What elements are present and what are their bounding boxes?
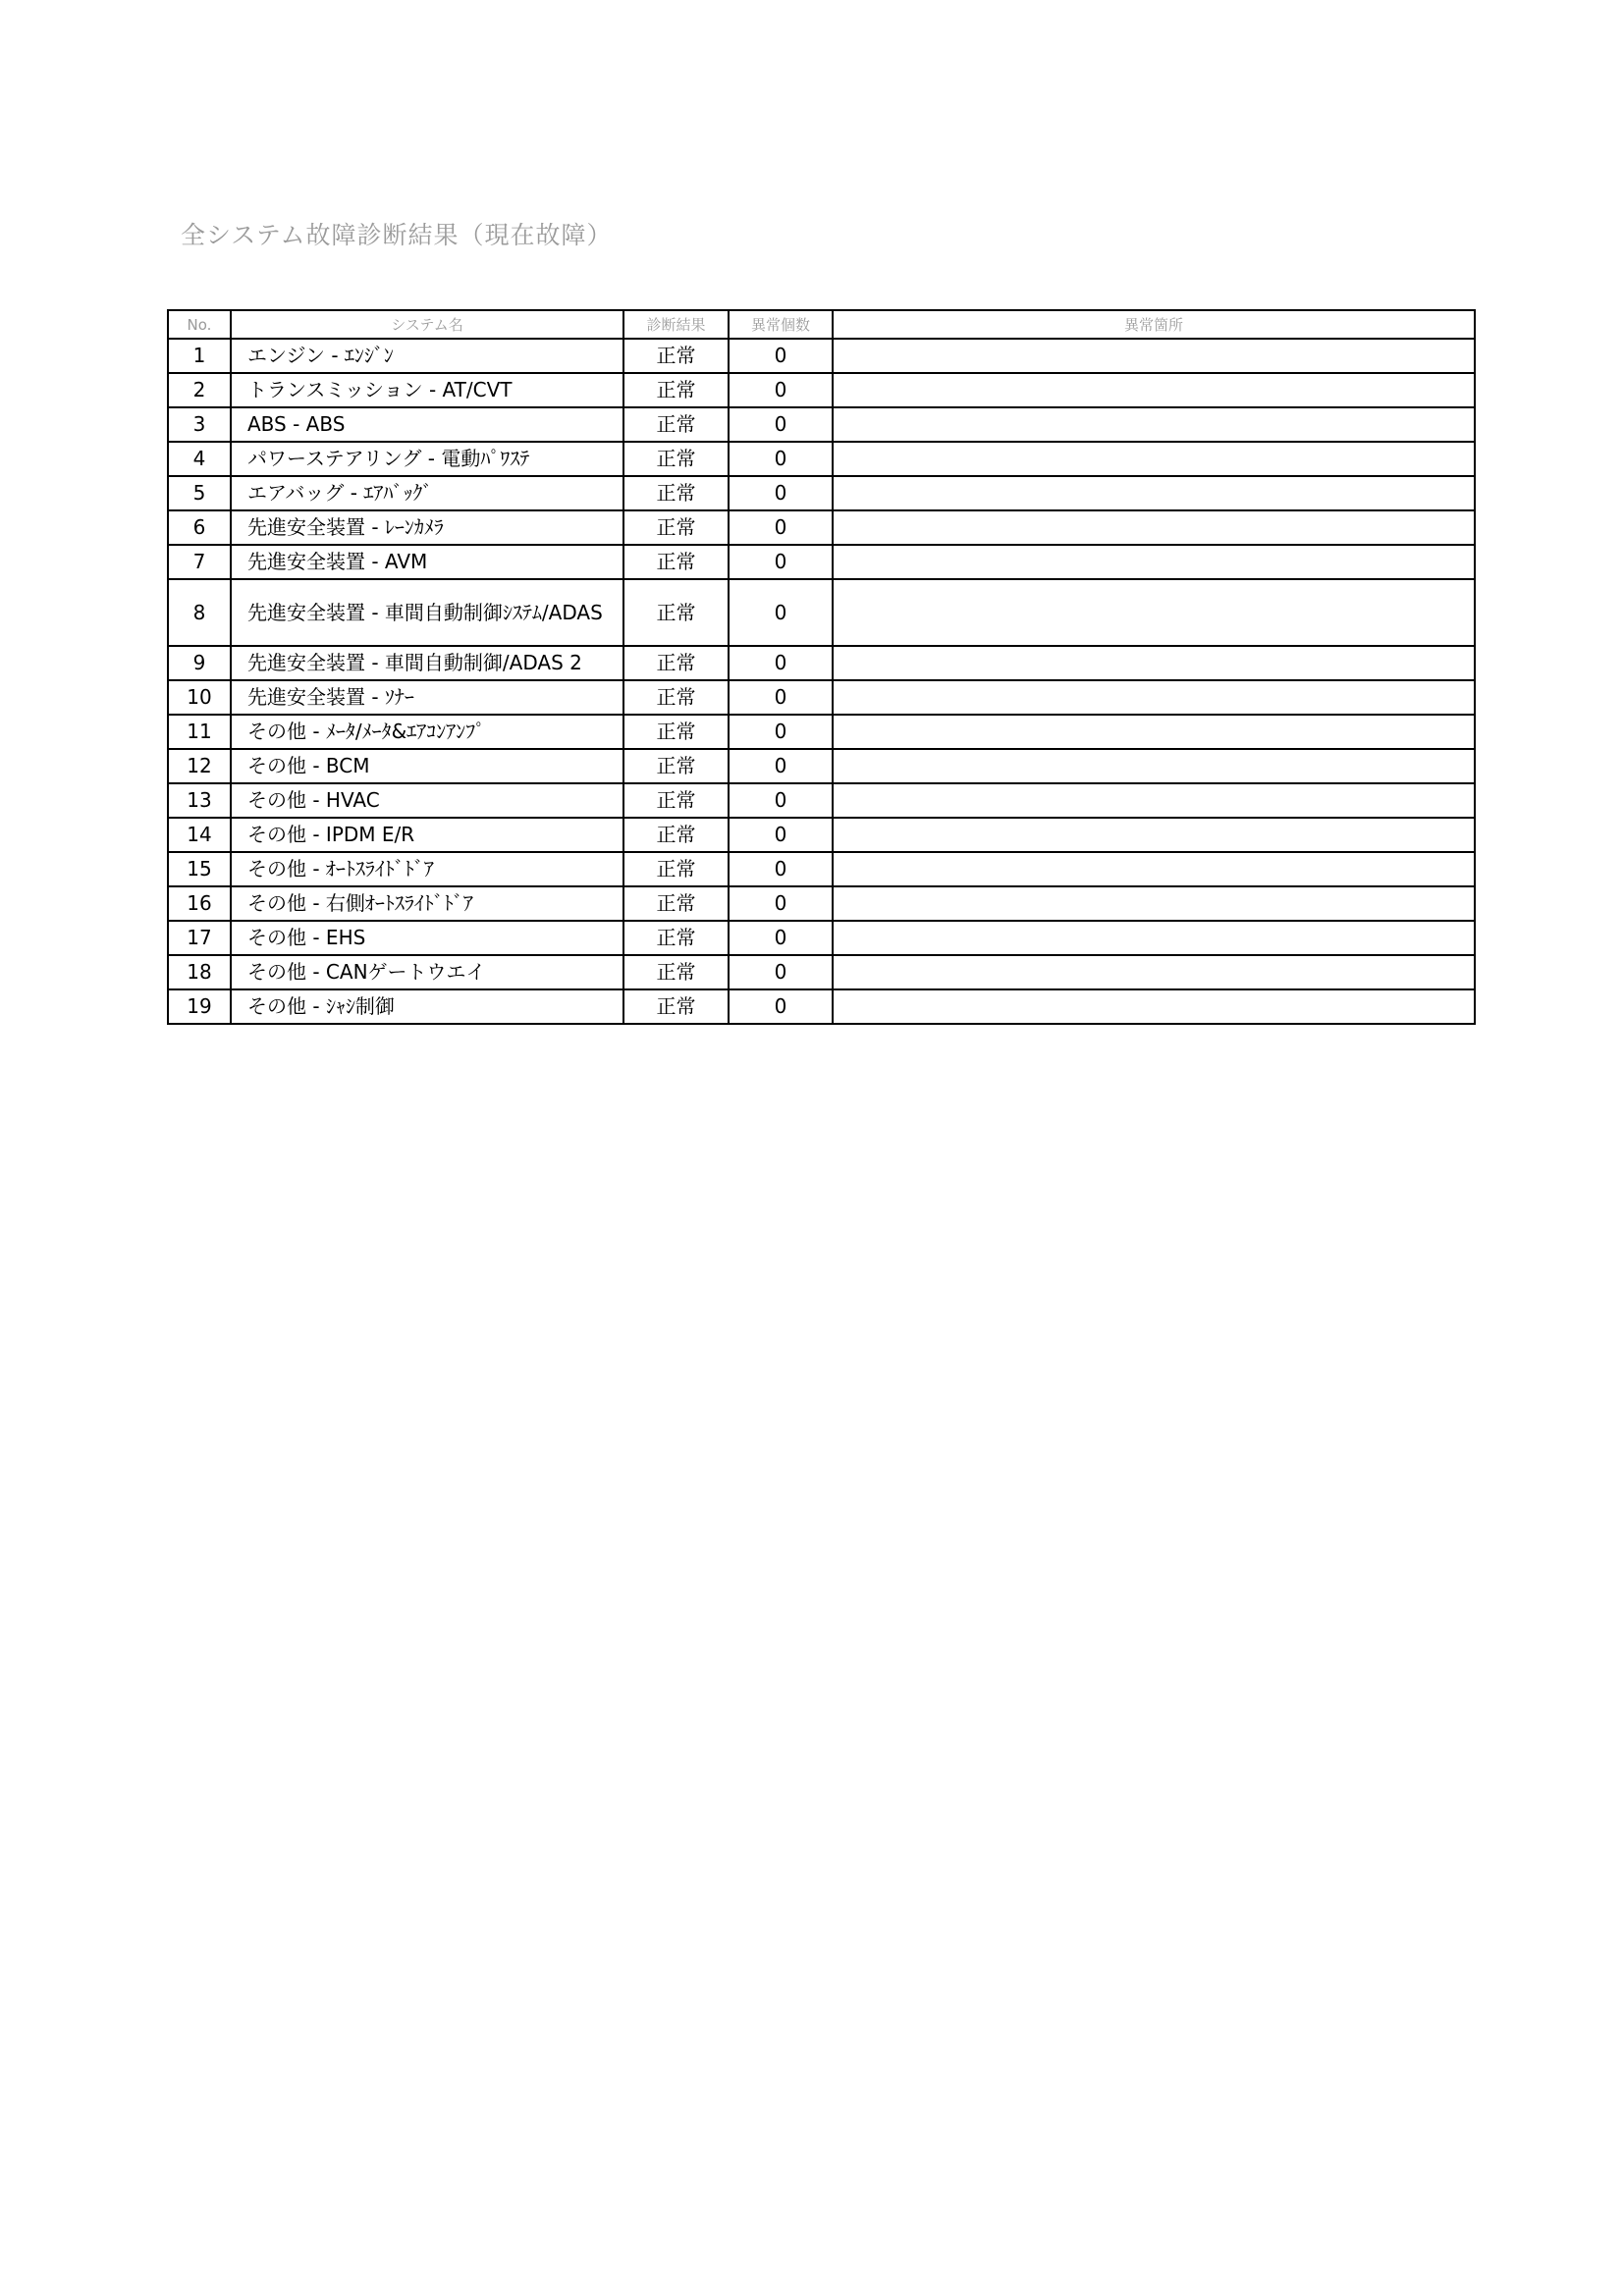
error-location	[833, 818, 1475, 852]
error-location	[833, 852, 1475, 886]
diagnosis-result: 正常	[623, 442, 729, 476]
diagnosis-result: 正常	[623, 510, 729, 545]
error-location	[833, 783, 1475, 818]
error-location	[833, 989, 1475, 1024]
table-row	[168, 407, 1475, 442]
system-name: パワーステアリング - 電動ﾊﾟﾜｽﾃ	[231, 442, 623, 476]
row-number: 13	[168, 783, 231, 818]
system-name: その他 - ｼｬｼ制御	[231, 989, 623, 1024]
row-number: 9	[168, 646, 231, 680]
diagnosis-table	[167, 309, 1476, 1025]
table-row	[168, 989, 1475, 1024]
error-location	[833, 407, 1475, 442]
diagnosis-result: 正常	[623, 783, 729, 818]
error-location	[833, 921, 1475, 955]
row-number: 4	[168, 442, 231, 476]
error-count: 0	[729, 442, 833, 476]
error-count: 0	[729, 749, 833, 783]
row-number: 16	[168, 886, 231, 921]
diagnosis-result: 正常	[623, 476, 729, 510]
diagnosis-result: 正常	[623, 680, 729, 715]
header-no: No.	[168, 310, 231, 339]
system-name: トランスミッション - AT/CVT	[231, 373, 623, 407]
diagnosis-result: 正常	[623, 373, 729, 407]
error-count: 0	[729, 783, 833, 818]
table-row	[168, 818, 1475, 852]
system-name: その他 - HVAC	[231, 783, 623, 818]
system-name: その他 - BCM	[231, 749, 623, 783]
diagnosis-result: 正常	[623, 921, 729, 955]
error-count: 0	[729, 407, 833, 442]
header-error-location: 異常箇所	[833, 310, 1475, 339]
table-row	[168, 545, 1475, 579]
error-location	[833, 715, 1475, 749]
diagnosis-result: 正常	[623, 955, 729, 989]
system-name: ABS - ABS	[231, 407, 623, 442]
error-location	[833, 510, 1475, 545]
table-row	[168, 476, 1475, 510]
system-name: その他 - CANゲートウエイ	[231, 955, 623, 989]
row-number: 15	[168, 852, 231, 886]
error-count: 0	[729, 510, 833, 545]
diagnosis-result: 正常	[623, 886, 729, 921]
error-count: 0	[729, 339, 833, 373]
row-number: 12	[168, 749, 231, 783]
error-count: 0	[729, 476, 833, 510]
table-row	[168, 510, 1475, 545]
table-row	[168, 373, 1475, 407]
row-number: 6	[168, 510, 231, 545]
table-row	[168, 886, 1475, 921]
error-count: 0	[729, 715, 833, 749]
system-name: エアバッグ - ｴｱﾊﾞｯｸﾞ	[231, 476, 623, 510]
row-number: 3	[168, 407, 231, 442]
error-location	[833, 476, 1475, 510]
error-location	[833, 579, 1475, 646]
error-location	[833, 545, 1475, 579]
row-number: 10	[168, 680, 231, 715]
error-location	[833, 339, 1475, 373]
table-row	[168, 646, 1475, 680]
diagnosis-result: 正常	[623, 715, 729, 749]
table-row	[168, 579, 1475, 646]
row-number: 17	[168, 921, 231, 955]
error-count: 0	[729, 545, 833, 579]
error-count: 0	[729, 989, 833, 1024]
diagnosis-result: 正常	[623, 579, 729, 646]
row-number: 8	[168, 579, 231, 646]
error-count: 0	[729, 373, 833, 407]
diagnosis-result: 正常	[623, 818, 729, 852]
row-number: 2	[168, 373, 231, 407]
error-location	[833, 646, 1475, 680]
diagnosis-result: 正常	[623, 989, 729, 1024]
system-name: その他 - IPDM E/R	[231, 818, 623, 852]
error-count: 0	[729, 955, 833, 989]
system-name: 先進安全装置 - AVM	[231, 545, 623, 579]
system-name: 先進安全装置 - 車間自動制御ｼｽﾃﾑ/ADAS	[231, 579, 623, 646]
error-location	[833, 955, 1475, 989]
row-number: 11	[168, 715, 231, 749]
table-row	[168, 955, 1475, 989]
table-row	[168, 715, 1475, 749]
system-name: 先進安全装置 - 車間自動制御/ADAS 2	[231, 646, 623, 680]
diagnosis-result: 正常	[623, 749, 729, 783]
system-name: その他 - ｵｰﾄｽﾗｲﾄﾞﾄﾞｱ	[231, 852, 623, 886]
system-name: その他 - 右側ｵｰﾄｽﾗｲﾄﾞﾄﾞｱ	[231, 886, 623, 921]
system-name: その他 - ﾒｰﾀ/ﾒｰﾀ&ｴｱｺﾝｱﾝﾌﾟ	[231, 715, 623, 749]
error-location	[833, 373, 1475, 407]
error-count: 0	[729, 921, 833, 955]
error-location	[833, 749, 1475, 783]
system-name: エンジン - ｴﾝｼﾞﾝ	[231, 339, 623, 373]
row-number: 14	[168, 818, 231, 852]
row-number: 5	[168, 476, 231, 510]
table-row	[168, 749, 1475, 783]
row-number: 18	[168, 955, 231, 989]
table-row	[168, 852, 1475, 886]
error-count: 0	[729, 818, 833, 852]
row-number: 1	[168, 339, 231, 373]
error-count: 0	[729, 646, 833, 680]
error-count: 0	[729, 579, 833, 646]
header-error-count: 異常個数	[729, 310, 833, 339]
diagnosis-result: 正常	[623, 646, 729, 680]
table-header-row	[168, 310, 1475, 339]
error-location	[833, 442, 1475, 476]
row-number: 7	[168, 545, 231, 579]
system-name: その他 - EHS	[231, 921, 623, 955]
table-row	[168, 680, 1475, 715]
diagnosis-result: 正常	[623, 852, 729, 886]
diagnosis-result: 正常	[623, 545, 729, 579]
table-row	[168, 339, 1475, 373]
table-row	[168, 783, 1475, 818]
error-count: 0	[729, 886, 833, 921]
table-row	[168, 921, 1475, 955]
error-location	[833, 680, 1475, 715]
diagnosis-result: 正常	[623, 407, 729, 442]
error-location	[833, 886, 1475, 921]
row-number: 19	[168, 989, 231, 1024]
table-row	[168, 442, 1475, 476]
table-body	[168, 339, 1475, 1024]
header-diagnosis-result: 診断結果	[623, 310, 729, 339]
system-name: 先進安全装置 - ｿﾅｰ	[231, 680, 623, 715]
page-title: 全システム故障診断結果（現在故障）	[181, 221, 613, 249]
diagnosis-result: 正常	[623, 339, 729, 373]
header-system-name: システム名	[231, 310, 623, 339]
error-count: 0	[729, 852, 833, 886]
system-name: 先進安全装置 - ﾚｰﾝｶﾒﾗ	[231, 510, 623, 545]
error-count: 0	[729, 680, 833, 715]
